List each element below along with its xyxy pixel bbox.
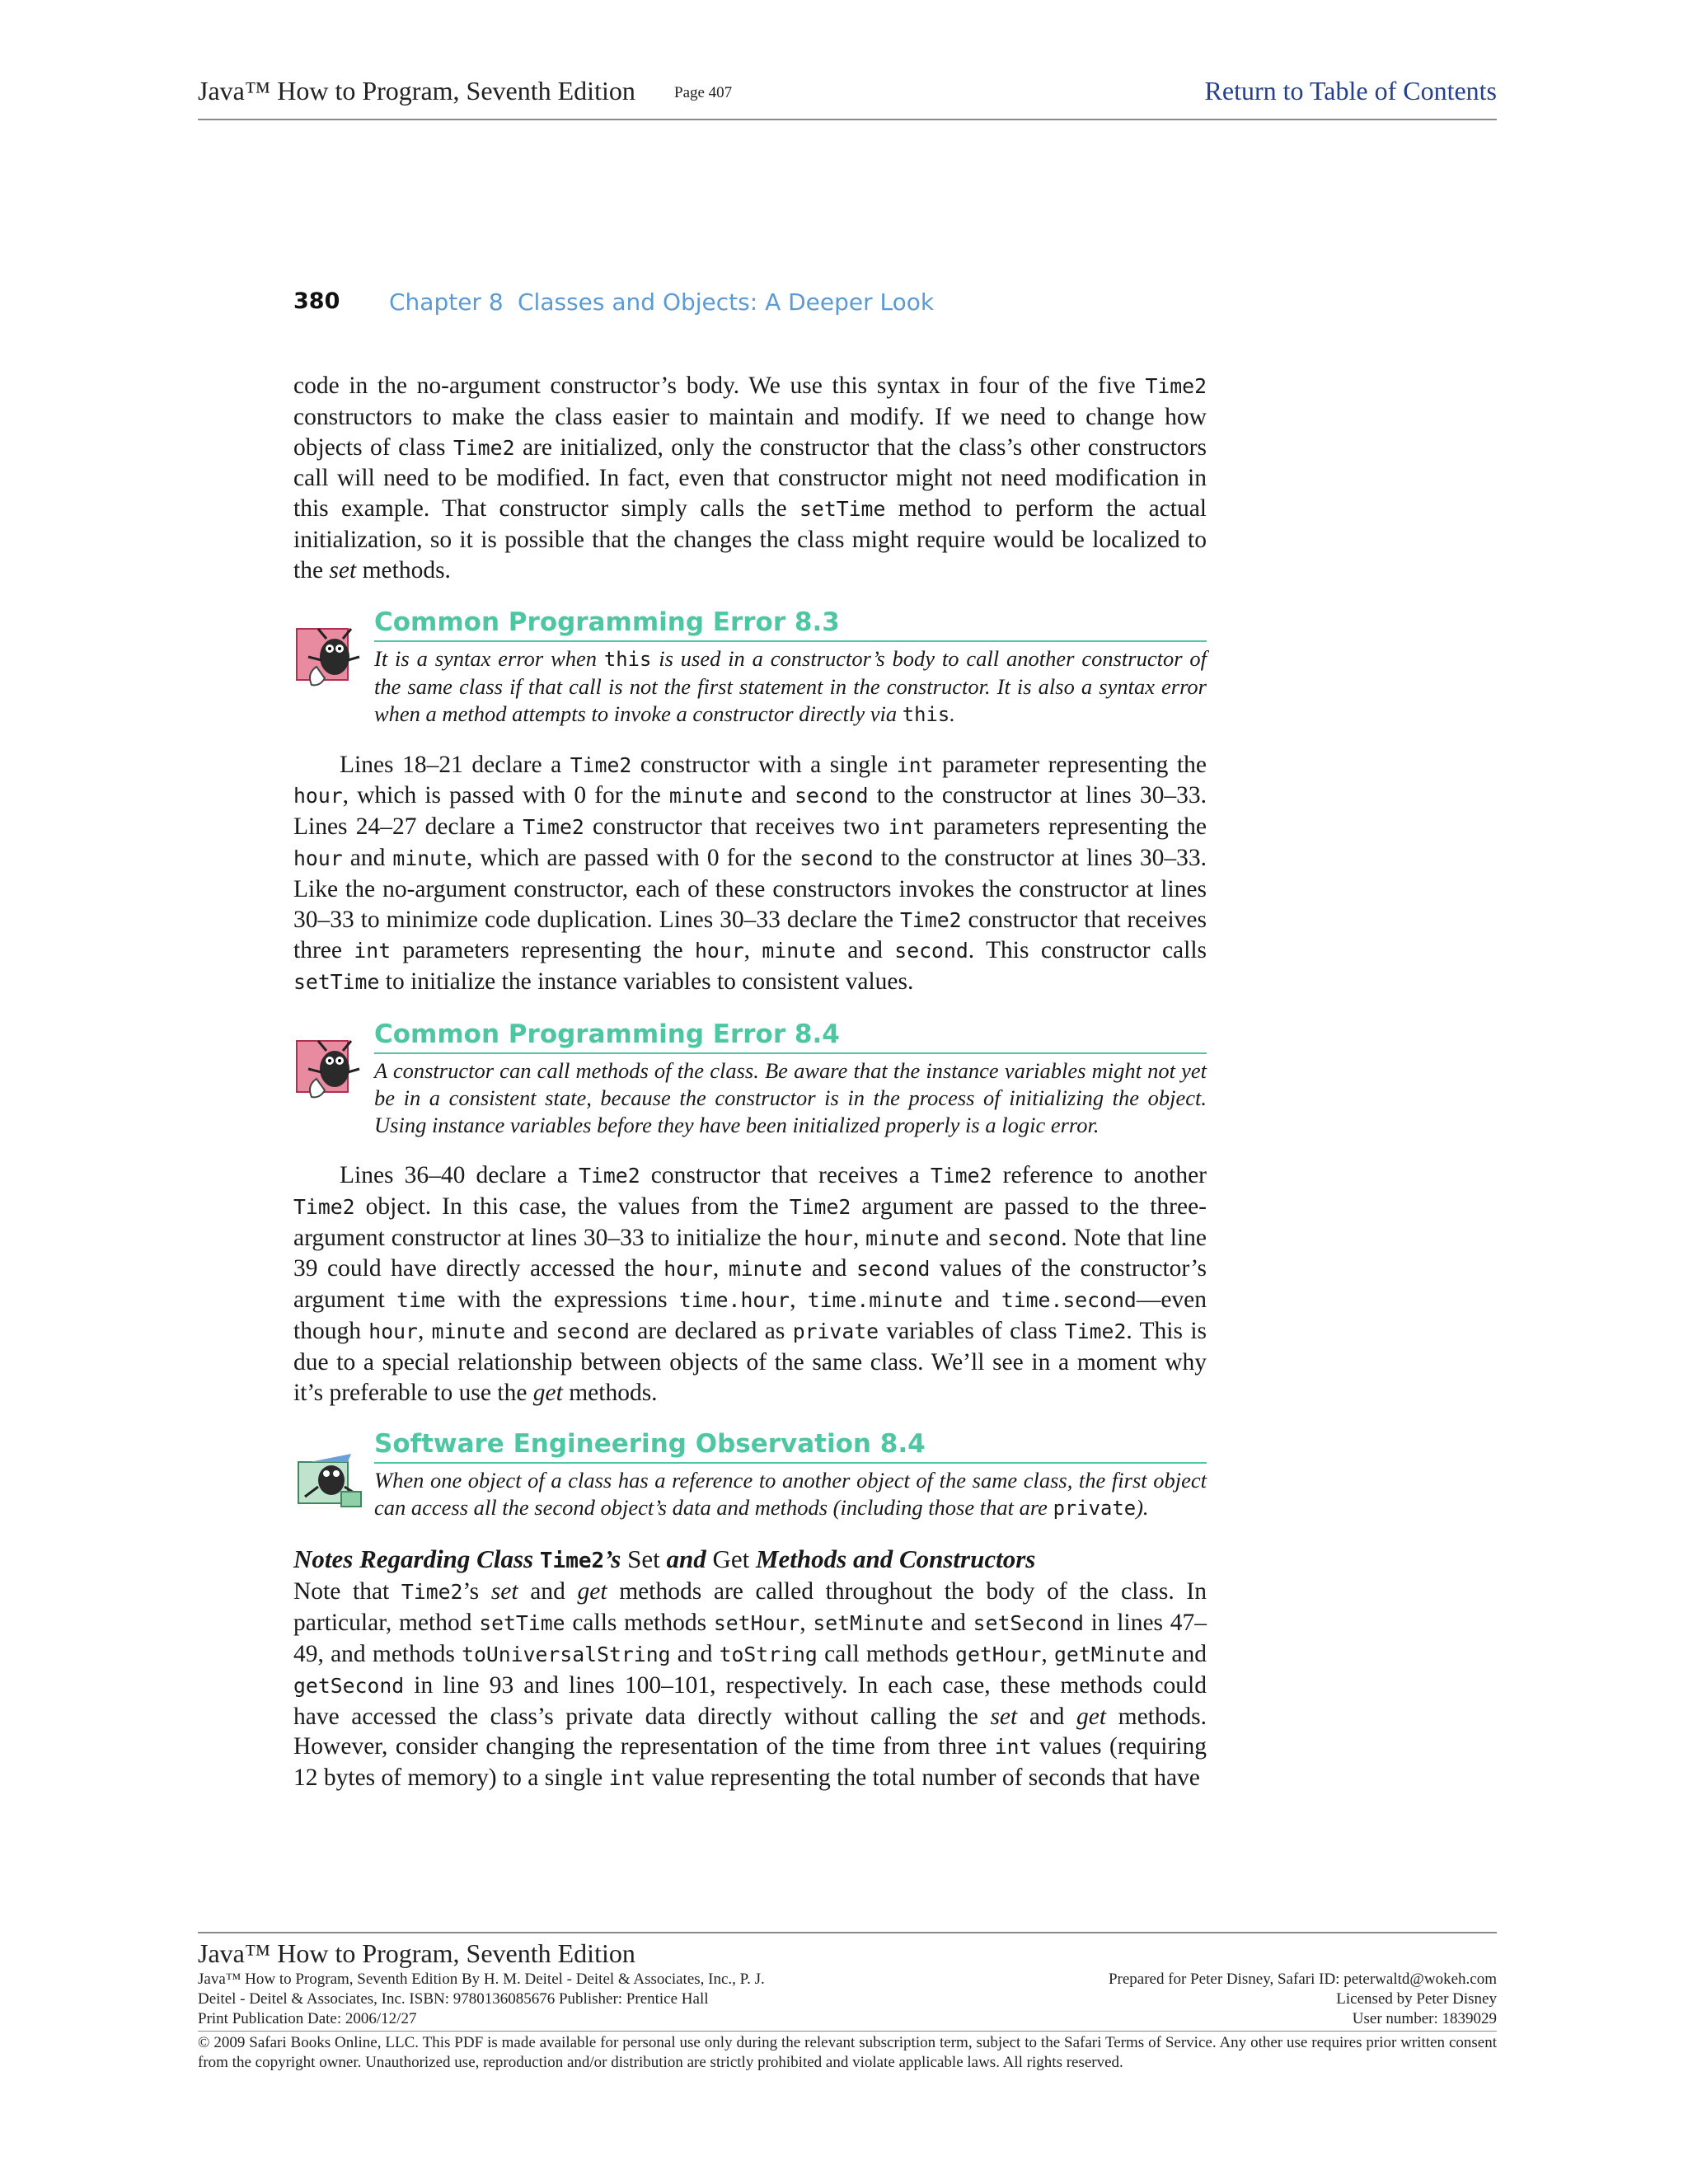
common-programming-error-8-4 (293, 1018, 1207, 1139)
common-programming-error-8-3 (293, 606, 1207, 729)
footer-authors: Java™ How to Program, Seventh Edition By H. M. Deitel - Deitel & Associates, Inc., P. J. (198, 1971, 765, 1988)
footer-copyright: © 2009 Safari Books Online, LLC. This PDF is made available for personal use only during the relevant subscription term, subject to the Safari Terms of Service. Any other use requires prior written consent from the copyright owner. Unauthorized use, reproduction and/or distribution are strictly prohibited and violate applicable laws. All rights reserved. (198, 2031, 1497, 2073)
running-head (293, 288, 1241, 325)
callout-title: Software Engineering Observation 8.4 (374, 1427, 1207, 1464)
bug-icon (293, 624, 368, 698)
footer-row (198, 1970, 1497, 1990)
callout-text: When one object of a class has a reference to another object of the same class, the first object can access all the second object’s data and methods (including those that are private). (374, 1468, 1207, 1521)
paragraph-3: Lines 36–40 declare a Time2 constructor that receives a Time2 reference to another Time2 object. In this case, the values from the Time2 argument are passed to the three-argument constructor at lines 30–33 to initialize the hour, minute and second. Note that line 39 could have directly accessed the hour, minute and second values of the constructor’s argument time with the expressions time.hour, time.minute and time.second—even though hour, minute and second are declared as private variables of class Time2. This is due to a special relationship between objects of the same class. We’ll see in a moment why it’s preferable to use the get methods. (293, 1161, 1207, 1406)
footer-user-number: User number: 1839029 (1352, 2010, 1497, 2027)
footer-prepared-for: Prepared for Peter Disney, Safari ID: peterwaltd@wokeh.com (1108, 1971, 1497, 1988)
paragraph-1: code in the no-argument constructor’s body. We use this syntax in four of the five Time2 constructors to make the class easier to maintain and modify. If we need to change how objects of class Time2 are initialized, only the constructor that the class’s other constructors call will need to be modified. In fact, even that constructor might not need modification in this example. That constructor simply calls the setTime method to perform the actual initialization, so it is possible that the changes the class might require would be localized to the set methods. (293, 373, 1207, 583)
chapter-label: Chapter 8 (389, 288, 504, 316)
footer-isbn: Deitel - Deitel & Associates, Inc. ISBN: 9780136085676 Publisher: Prentice Hall (198, 1990, 709, 2008)
callout-title: Common Programming Error 8.3 (374, 606, 1207, 642)
footer-row (198, 2009, 1497, 2029)
callout-title: Common Programming Error 8.4 (374, 1018, 1207, 1054)
paragraph-2: Lines 18–21 declare a Time2 constructor with a single int parameter representing the hour, which is passed with 0 for the minute and second to the constructor at lines 30–33. Lines 24–27 declare a Time2 constructor that receives two int parameters representing the hour and minute, which are passed with 0 for the second to the constructor at lines 30–33. Like the no-argument constructor, each of these constructors invokes the constructor at lines 30–33 to minimize code duplication. Lines 30–33 declare the Time2 constructor that receives three int parameters representing the hour, minute and second. This constructor calls setTime to initialize the instance variables to consistent values. (293, 751, 1207, 996)
footer-publication-date: Print Publication Date: 2006/12/27 (198, 2010, 417, 2027)
footer-book-title: Java™ How to Program, Seventh Edition (198, 1938, 635, 1968)
footer-row (198, 1990, 1497, 2009)
page-number: 380 (293, 288, 340, 314)
callout-text: A constructor can call methods of the class. Be aware that the instance variables might not yet be in a consistent state, because the constructor is in the process of initializing the object. Using instance variables before they have been initialized properly is a logic error. (374, 1057, 1207, 1137)
safari-header (198, 76, 1497, 120)
engineer-bug-icon (293, 1446, 368, 1520)
section-subheading: Notes Regarding Class Time2’s Set and Get Methods and Constructors (293, 1544, 1036, 1574)
page-body (293, 371, 1207, 1794)
header-page-label: Page 407 (674, 84, 733, 101)
return-to-toc-link[interactable]: Return to Table of Contents (1204, 76, 1497, 105)
safari-footer (198, 1932, 1497, 2073)
paragraph-4: Note that Time2’s set and get methods are called throughout the body of the class. In particular, method setTime calls methods setHour, setMinute and setSecond in lines 47–49, and methods toUniversalString and toString call methods getHour, getMinute and getSecond in line 93 and lines 100–101, respectively. In each case, these methods could have accessed the class’s private data directly without calling the set and get methods. However, consider changing the representation of the time from three int values (requiring 12 bytes of memory) to a single int value representing the total number of seconds that have (293, 1578, 1207, 1792)
callout-text: It is a syntax error when this is used in a constructor’s body to call another constructor of the same class if that call is not the first statement in the constructor. It is also a syntax error when a method attempts to invoke a constructor directly via this. (374, 645, 1207, 726)
footer-licensed-by: Licensed by Peter Disney (1336, 1990, 1497, 2008)
bug-icon (293, 1036, 368, 1110)
chapter-title: Classes and Objects: A Deeper Look (518, 288, 935, 316)
header-book-title: Java™ How to Program, Seventh Edition (198, 76, 635, 105)
software-engineering-observation-8-4 (293, 1427, 1207, 1522)
